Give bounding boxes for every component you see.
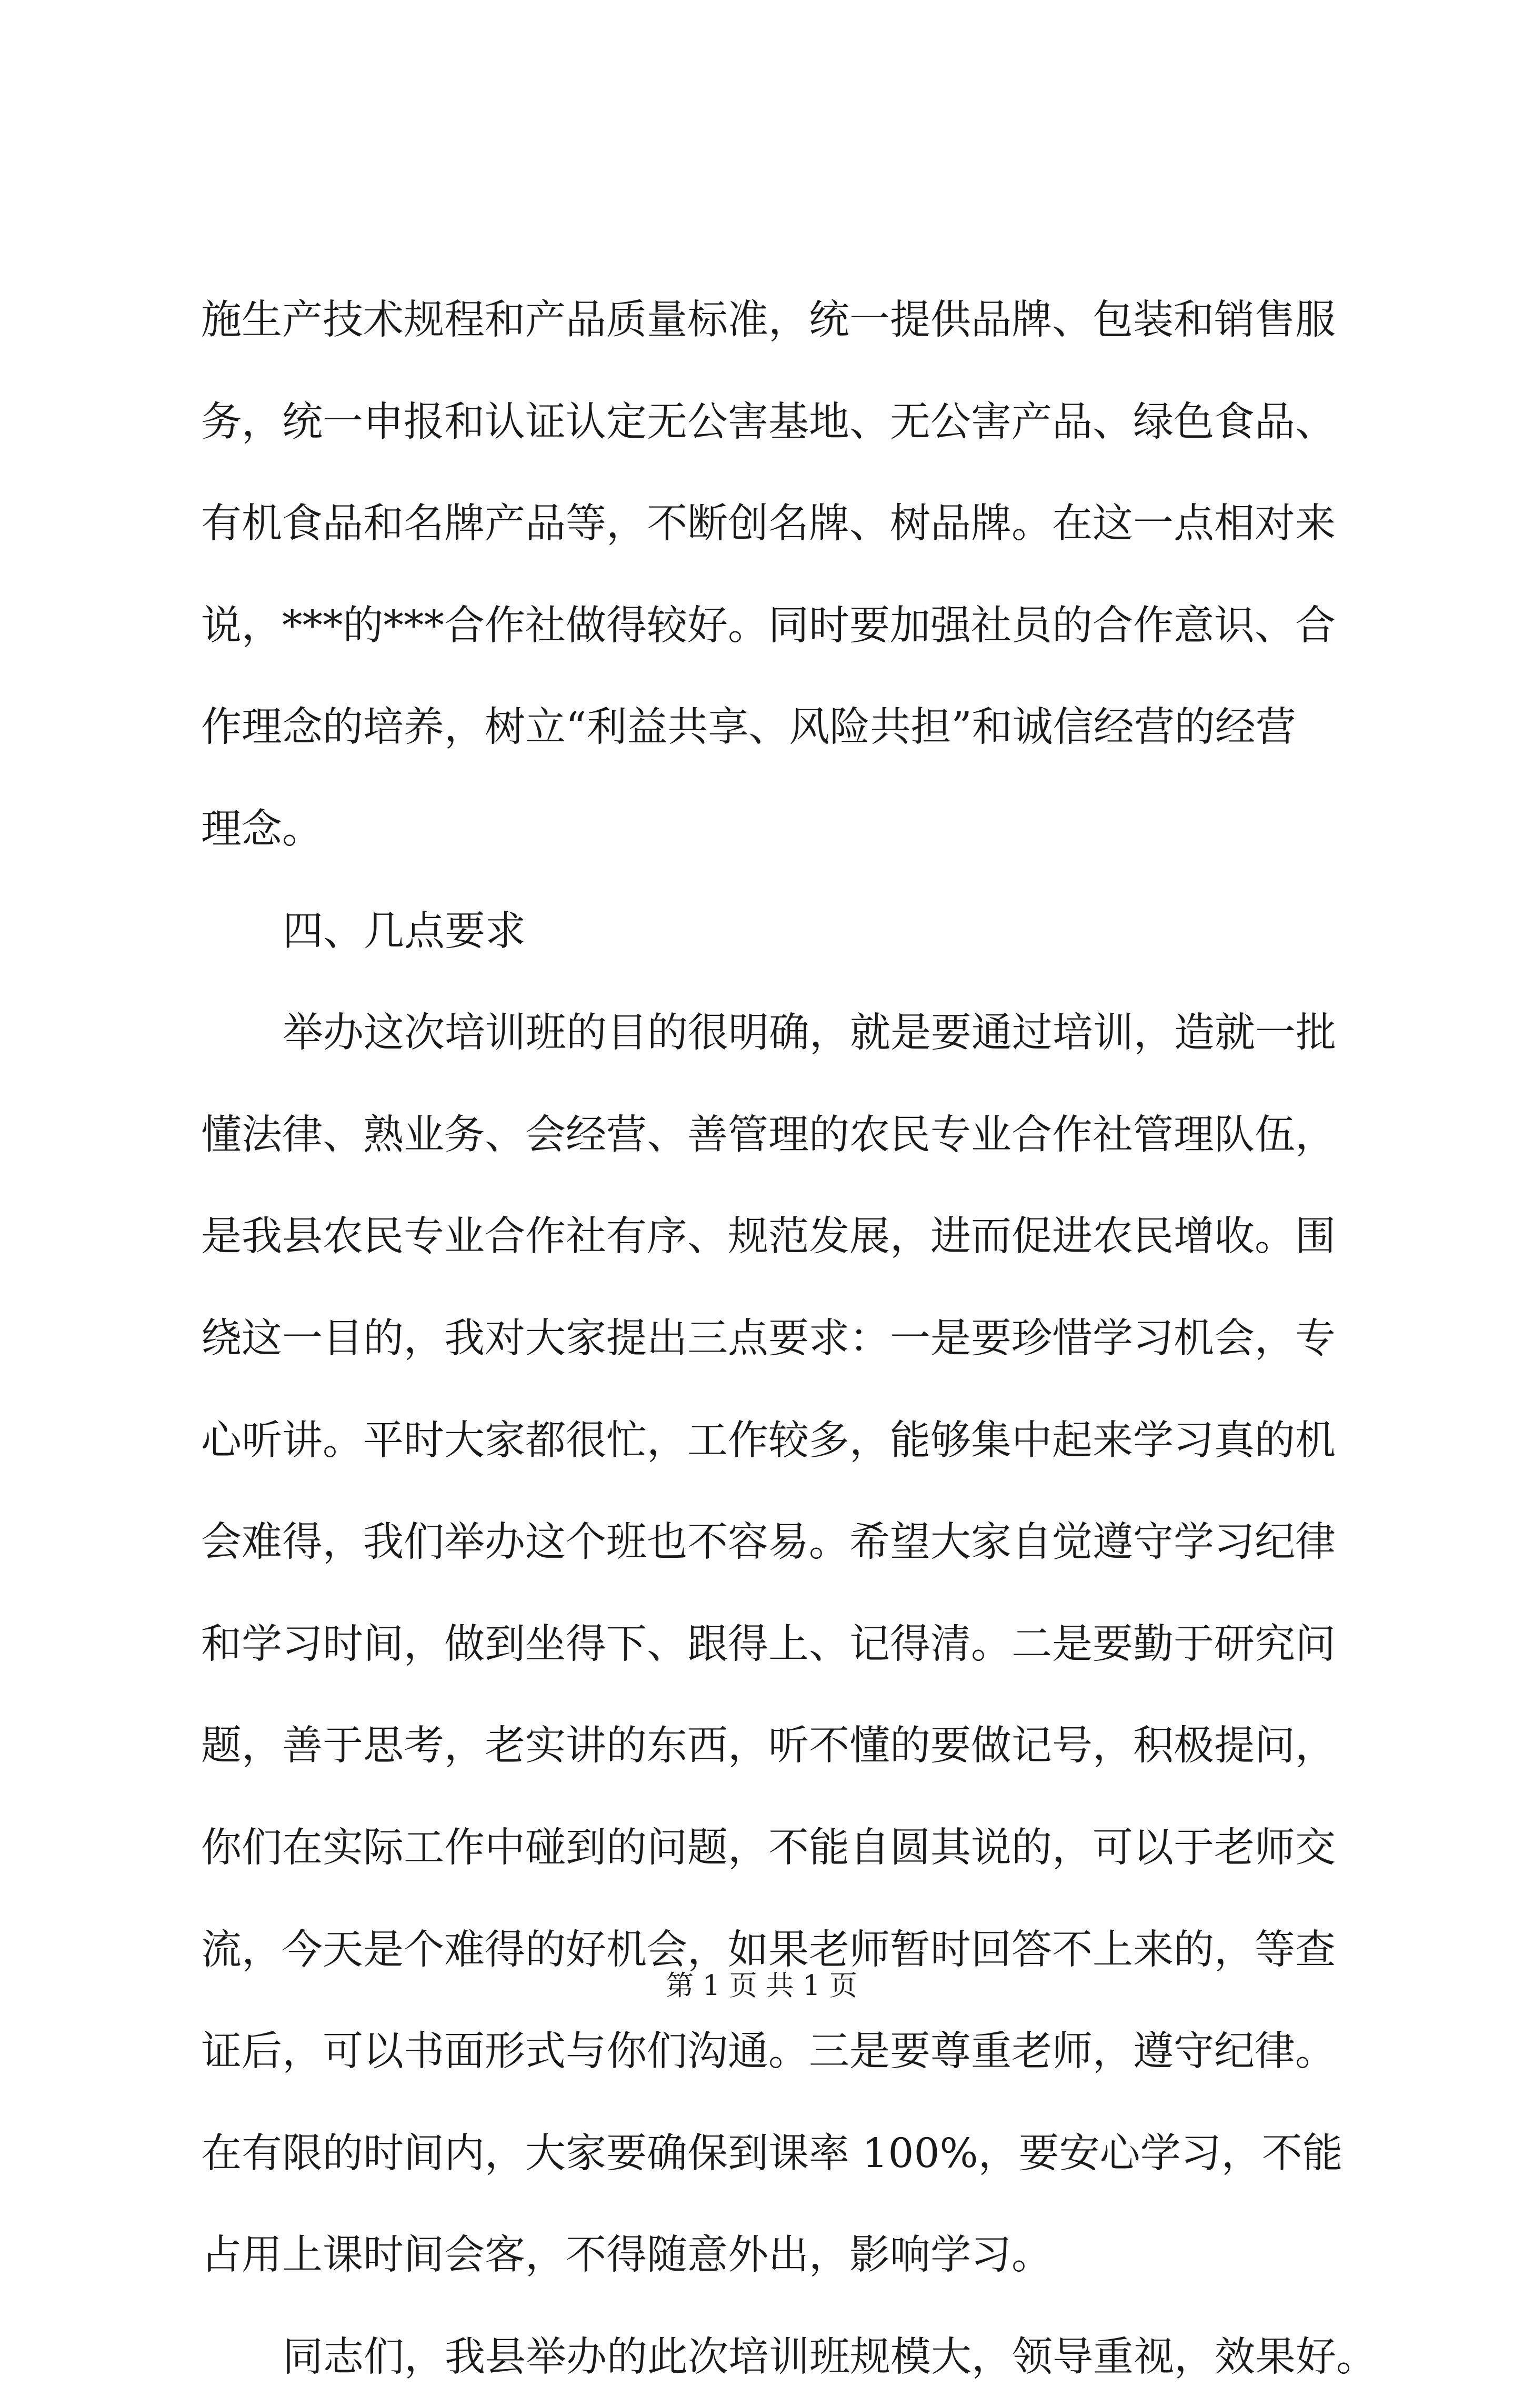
document-body — [201, 269, 1377, 2408]
text-line: 务，统一申报和认证认定无公害基地、无公害产品、绿色食品、 — [201, 398, 1336, 446]
text-line: 和学习时间，做到坐得下、跟得上、记得清。二是要勤于研究问 — [201, 1620, 1336, 1668]
text-line: 有机食品和名牌产品等，不断创名牌、树品牌。在这一点相对来 — [201, 500, 1336, 548]
text-line: 举办这次培训班的目的很明确，就是要通过培训，造就一批 — [283, 1010, 1336, 1057]
text-line: 你们在实际工作中碰到的问题，不能自圆其说的，可以于老师交 — [201, 1824, 1336, 1871]
text-line: 会难得，我们举办这个班也不容易。希望大家自觉遵守学习纪律 — [201, 1519, 1336, 1566]
text-line: 说，***的***合作社做得较好。同时要加强社员的合作意识、合 — [201, 602, 1336, 649]
text-line: 懂法律、熟业务、会经营、善管理的农民专业合作社管理队伍， — [201, 1111, 1336, 1158]
text-line: 理念。 — [201, 805, 323, 853]
text-line: 证后，可以书面形式与你们沟通。三是要尊重老师，遵守纪律。 — [201, 2028, 1336, 2075]
text-line: 题，善于思考，老实讲的东西，听不懂的要做记号，积极提问， — [201, 1722, 1336, 1770]
text-line: 是我县农民专业合作社有序、规范发展，进而促进农民增收。围 — [201, 1213, 1336, 1261]
text-line: 占用上课时间会客，不得随意外出，影响学习。 — [201, 2232, 1052, 2279]
text-line: 心听讲。平时大家都很忙，工作较多，能够集中起来学习真的机 — [201, 1417, 1336, 1464]
text-line: 同志们，我县举办的此次培训班规模大，领导重视，效果好。 — [283, 2333, 1377, 2381]
text-line: 作理念的培养，树立“利益共享、风险共担”和诚信经营的经营 — [201, 704, 1296, 751]
page-footer: 第 1 页 共 1 页 — [666, 1970, 857, 2002]
text-line: 施生产技术规程和产品质量标准，统一提供品牌、包装和销售服 — [201, 297, 1336, 344]
text-line: 在有限的时间内，大家要确保到课率 100%，要安心学习，不能 — [201, 2130, 1343, 2177]
text-line: 流，今天是个难得的好机会，如果老师暂时回答不上来的，等查 — [201, 1926, 1336, 1973]
text-line: 绕这一目的，我对大家提出三点要求：一是要珍惜学习机会，专 — [201, 1315, 1336, 1362]
text-line: 四、几点要求 — [283, 908, 526, 955]
